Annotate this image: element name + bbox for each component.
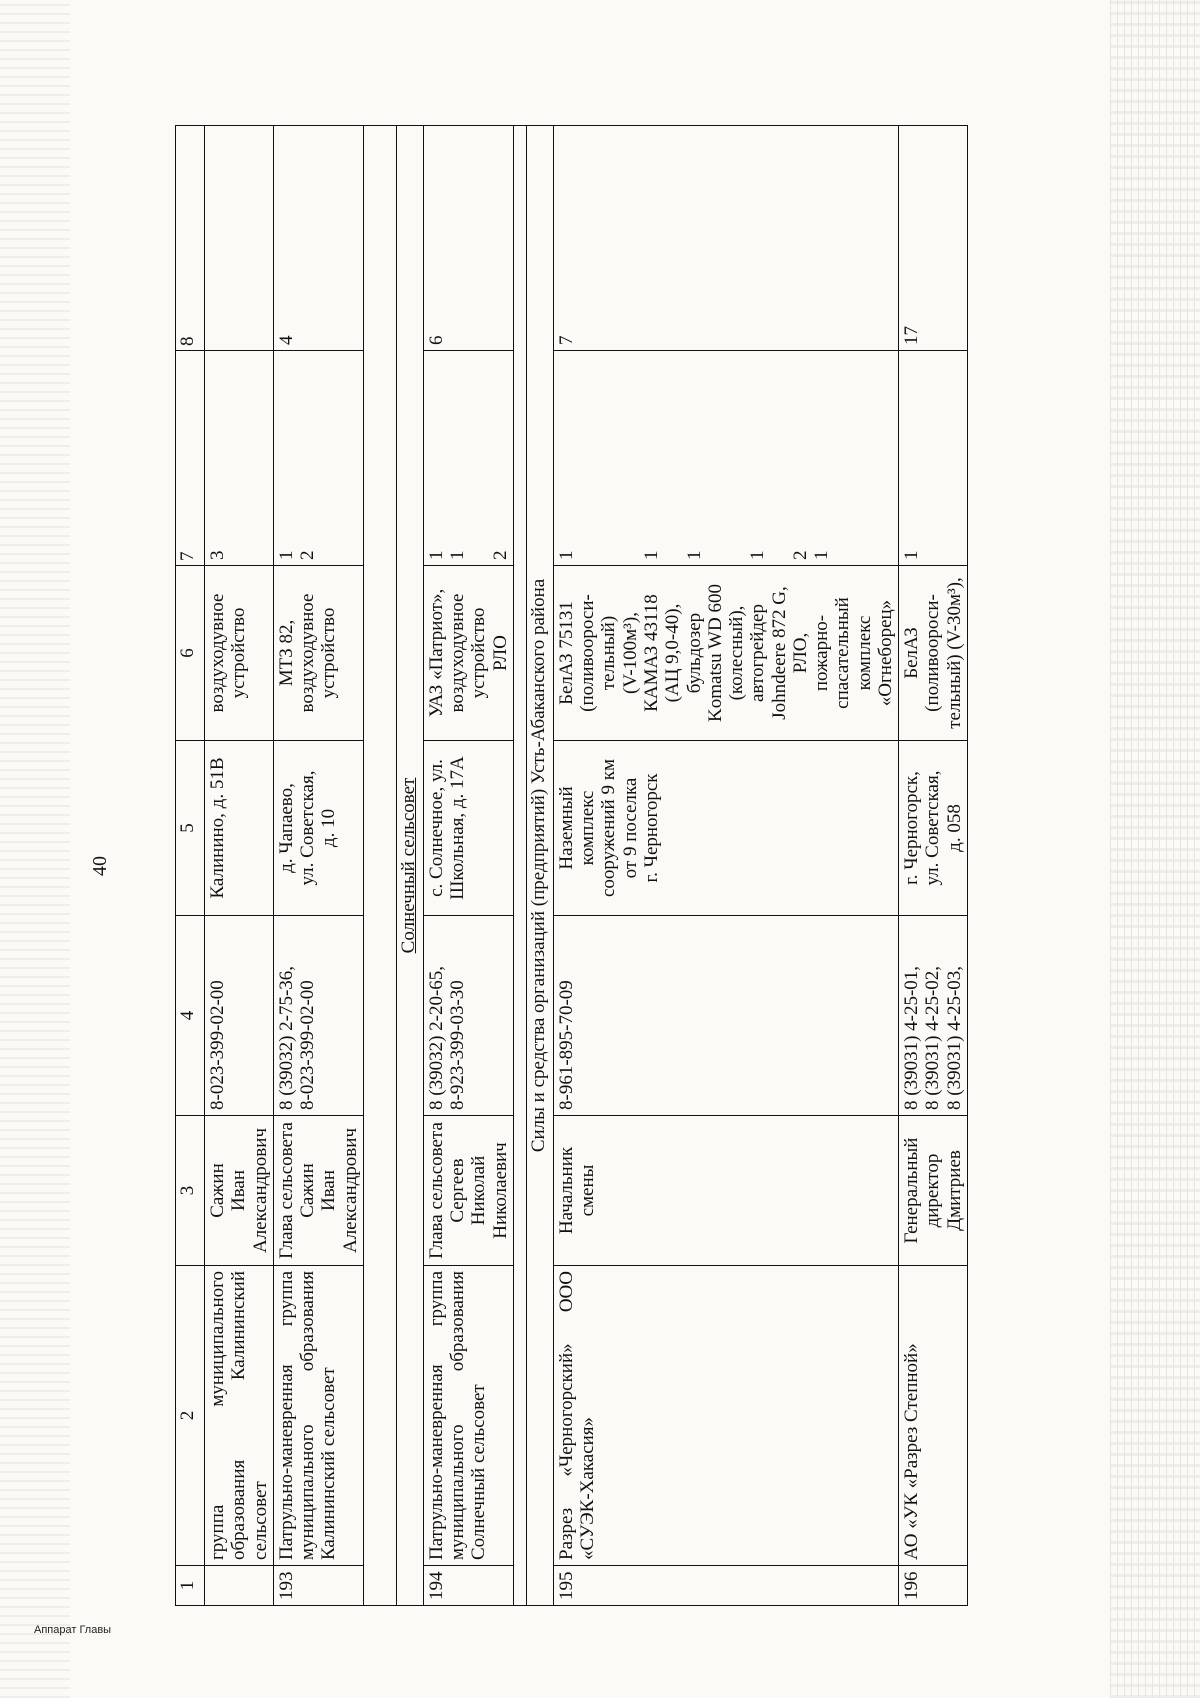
qty-line <box>726 356 747 560</box>
equipment-line: устройство <box>468 607 490 699</box>
equipment-line: РЛО, <box>789 632 811 674</box>
head-person <box>273 1116 363 1266</box>
head-line: Николай <box>468 1155 490 1226</box>
head-line: смены <box>577 1164 599 1217</box>
equipment-line: воздуходувное <box>447 593 469 713</box>
section-row <box>396 126 423 1606</box>
address-line: Калинино, д. 51В <box>207 757 228 899</box>
equipment-line: «Огнеборец» <box>874 599 896 707</box>
section-row <box>526 126 553 1606</box>
org-name: группа муниципального образования Калининский сельсовет <box>205 1266 274 1566</box>
phone-line: 8-023-399-02-00 <box>297 980 319 1110</box>
head-person <box>553 1116 898 1266</box>
equipment-line: устройство <box>318 607 340 699</box>
office-stamp: Аппарат Главы <box>34 1624 112 1636</box>
equipment-line: тельный) (V-30м³), <box>943 577 965 729</box>
qty-line <box>598 356 619 560</box>
personnel: 6 <box>423 126 513 351</box>
phones <box>273 916 363 1116</box>
address <box>553 741 898 916</box>
head-line: Сажин <box>297 1163 319 1218</box>
qty-line: 1 <box>901 550 923 560</box>
quantity <box>423 351 513 566</box>
personnel <box>205 126 274 351</box>
address-line: от 9 поселка <box>619 777 641 879</box>
address-line: ул. Советская, <box>297 770 319 886</box>
equipment-line: РЛО <box>489 635 511 671</box>
equipment-line: спасательный <box>832 597 854 709</box>
col-header-1: 1 <box>176 1566 205 1606</box>
qty-line: 1 <box>747 550 769 560</box>
col-header-7: 7 <box>176 351 205 566</box>
qty-line: 2 <box>489 550 511 560</box>
qty-line: 1 <box>811 550 833 560</box>
quantity <box>899 351 968 566</box>
address-line: д. 10 <box>318 808 340 848</box>
table-row <box>273 126 363 1606</box>
head-person <box>205 1116 274 1266</box>
head-person <box>423 1116 513 1266</box>
head-line: Начальник <box>555 1146 577 1235</box>
head-person <box>899 1116 968 1266</box>
head-line: Сажин <box>207 1163 228 1218</box>
qty-line <box>620 356 641 560</box>
qty-line: 1 <box>683 550 705 560</box>
equipment-line: пожарно- <box>811 614 833 692</box>
equipment <box>205 566 274 741</box>
equipment-line: воздуходувное <box>297 593 319 713</box>
table-row <box>205 126 274 1606</box>
personnel: 17 <box>899 126 968 351</box>
equipment-line: (V-100м³), <box>619 612 641 694</box>
equipment-line: (АЦ 9,0-40), <box>662 603 684 703</box>
equipment-line: устройство <box>228 607 250 699</box>
org-name: Разрез «Черногорский» ООО «СУЭК-Хакасия» <box>553 1266 898 1566</box>
phone-line: 8 (39032) 2-20-65, <box>425 965 447 1110</box>
equipment-line: тельный) <box>598 615 620 691</box>
table-row <box>423 126 513 1606</box>
section-title-forces: Силы и средства организаций (предприятий) Усть-Абаканского района <box>526 126 553 1606</box>
section-title-text: Солнечный сельсовет <box>397 777 419 954</box>
col-header-6: 6 <box>176 566 205 741</box>
head-line: директор <box>922 1153 944 1228</box>
forces-table <box>175 125 968 1606</box>
quantity <box>553 351 898 566</box>
phones <box>899 916 968 1116</box>
spacer-row <box>513 126 526 1606</box>
phone-line: 8 (39031) 4-25-02, <box>922 965 944 1110</box>
col-header-3: 3 <box>176 1116 205 1266</box>
address-line: Школьная, д. 17А <box>447 756 469 900</box>
phone-line: 8 (39031) 4-25-01, <box>901 965 923 1110</box>
equipment-line: БелАЗ 75131 <box>555 601 577 705</box>
equipment-line: КАМАЗ 43118 <box>640 594 662 712</box>
qty-line <box>662 356 683 560</box>
address-line: сооружений 9 км <box>598 759 620 898</box>
table-row <box>899 126 968 1606</box>
equipment-line: УАЗ «Патриот», <box>425 588 447 718</box>
head-line: Николаевич <box>489 1142 511 1239</box>
phone-line: 8-923-399-03-30 <box>447 980 469 1110</box>
head-line: Дмитриев <box>943 1150 965 1231</box>
qty-line: 2 <box>789 550 811 560</box>
qty-line: 1 <box>275 550 297 560</box>
address <box>899 741 968 916</box>
equipment-line: БелАЗ <box>901 627 923 679</box>
qty-line: 1 <box>425 550 447 560</box>
phones <box>205 916 274 1116</box>
equipment <box>899 566 968 741</box>
spacer-cell <box>513 126 526 1606</box>
spacer-cell <box>363 126 396 1606</box>
org-name: АО «УК «Разрез Степной» <box>899 1266 968 1566</box>
phone-line: 8-961-895-70-09 <box>555 980 577 1110</box>
phone-line: 8 (39031) 4-25-03, <box>943 965 965 1110</box>
address-line: ул. Советская, <box>922 770 944 886</box>
equipment-line: Komatsu WD 600 <box>704 584 726 722</box>
qty-line <box>577 356 598 560</box>
column-number-row <box>176 126 205 1606</box>
address-line: д. Чапаево, <box>275 783 297 873</box>
col-header-2: 2 <box>176 1266 205 1566</box>
personnel: 7 <box>553 126 898 351</box>
address <box>273 741 363 916</box>
row-num <box>205 1566 274 1606</box>
scan-noise-right <box>1110 0 1200 1698</box>
equipment-line: (поливоороси- <box>922 594 944 712</box>
phones <box>553 916 898 1116</box>
qty-line <box>468 356 489 560</box>
row-num: 195 <box>553 1566 898 1606</box>
col-header-8: 8 <box>176 126 205 351</box>
quantity <box>273 351 363 566</box>
qty-line: 2 <box>297 550 319 560</box>
address <box>205 741 274 916</box>
head-line: Александрович <box>249 1127 271 1254</box>
equipment-line: МТЗ 82, <box>275 619 297 687</box>
equipment-line: воздуходувное <box>207 593 228 713</box>
address <box>423 741 513 916</box>
table-row <box>553 126 898 1606</box>
qty-line <box>705 356 726 560</box>
spacer-row <box>363 126 396 1606</box>
qty-line: 3 <box>207 550 228 560</box>
head-line: Иван <box>318 1169 340 1212</box>
address-line: комплекс <box>577 790 599 866</box>
equipment <box>423 566 513 741</box>
scan-noise-left <box>0 0 70 1698</box>
quantity <box>205 351 274 566</box>
head-line: Генеральный <box>901 1137 923 1244</box>
head-line: Сергеев <box>447 1158 469 1223</box>
section-title-solnechny <box>396 126 423 1606</box>
phones <box>423 916 513 1116</box>
qty-line <box>769 356 790 560</box>
row-num: 196 <box>899 1566 968 1606</box>
phone-line: 8-023-399-02-00 <box>207 980 228 1110</box>
address-line: г. Черногорск <box>640 773 662 883</box>
page-number: 40 <box>89 856 111 876</box>
personnel: 4 <box>273 126 363 351</box>
equipment-line: автогрейдер <box>747 604 769 702</box>
col-header-4: 4 <box>176 916 205 1116</box>
head-line: Глава сельсовета <box>275 1122 297 1259</box>
qty-line: 1 <box>555 550 577 560</box>
qty-line: 1 <box>640 550 662 560</box>
equipment-line: комплекс <box>853 615 875 691</box>
org-name: Патрульно-маневренная группа муниципального образования Солнечный сельсовет <box>423 1266 513 1566</box>
equipment-line: бульдозер <box>683 612 705 694</box>
row-num: 193 <box>273 1566 363 1606</box>
address-line: г. Черногорск, <box>901 771 923 885</box>
phone-line: 8 (39032) 2-75-36, <box>275 965 297 1110</box>
equipment-line: (колесный), <box>726 605 748 701</box>
equipment <box>273 566 363 741</box>
head-line: Глава сельсовета <box>425 1122 447 1259</box>
address-line: д. 058 <box>943 804 965 852</box>
col-header-5: 5 <box>176 741 205 916</box>
qty-line: 1 <box>447 550 469 560</box>
address-line: с. Солнечное, ул. <box>425 759 447 897</box>
rotated-table-block <box>89 126 1107 1606</box>
org-name: Патрульно-маневренная группа муниципального образования Калининский сельсовет <box>273 1266 363 1566</box>
equipment-line: Johndeere 872 G, <box>768 586 790 720</box>
equipment-line: (поливоороси- <box>577 594 599 712</box>
address-line: Наземный <box>555 786 577 870</box>
row-num: 194 <box>423 1566 513 1606</box>
equipment <box>553 566 898 741</box>
head-line: Иван <box>228 1169 250 1212</box>
head-line: Александрович <box>339 1127 361 1254</box>
